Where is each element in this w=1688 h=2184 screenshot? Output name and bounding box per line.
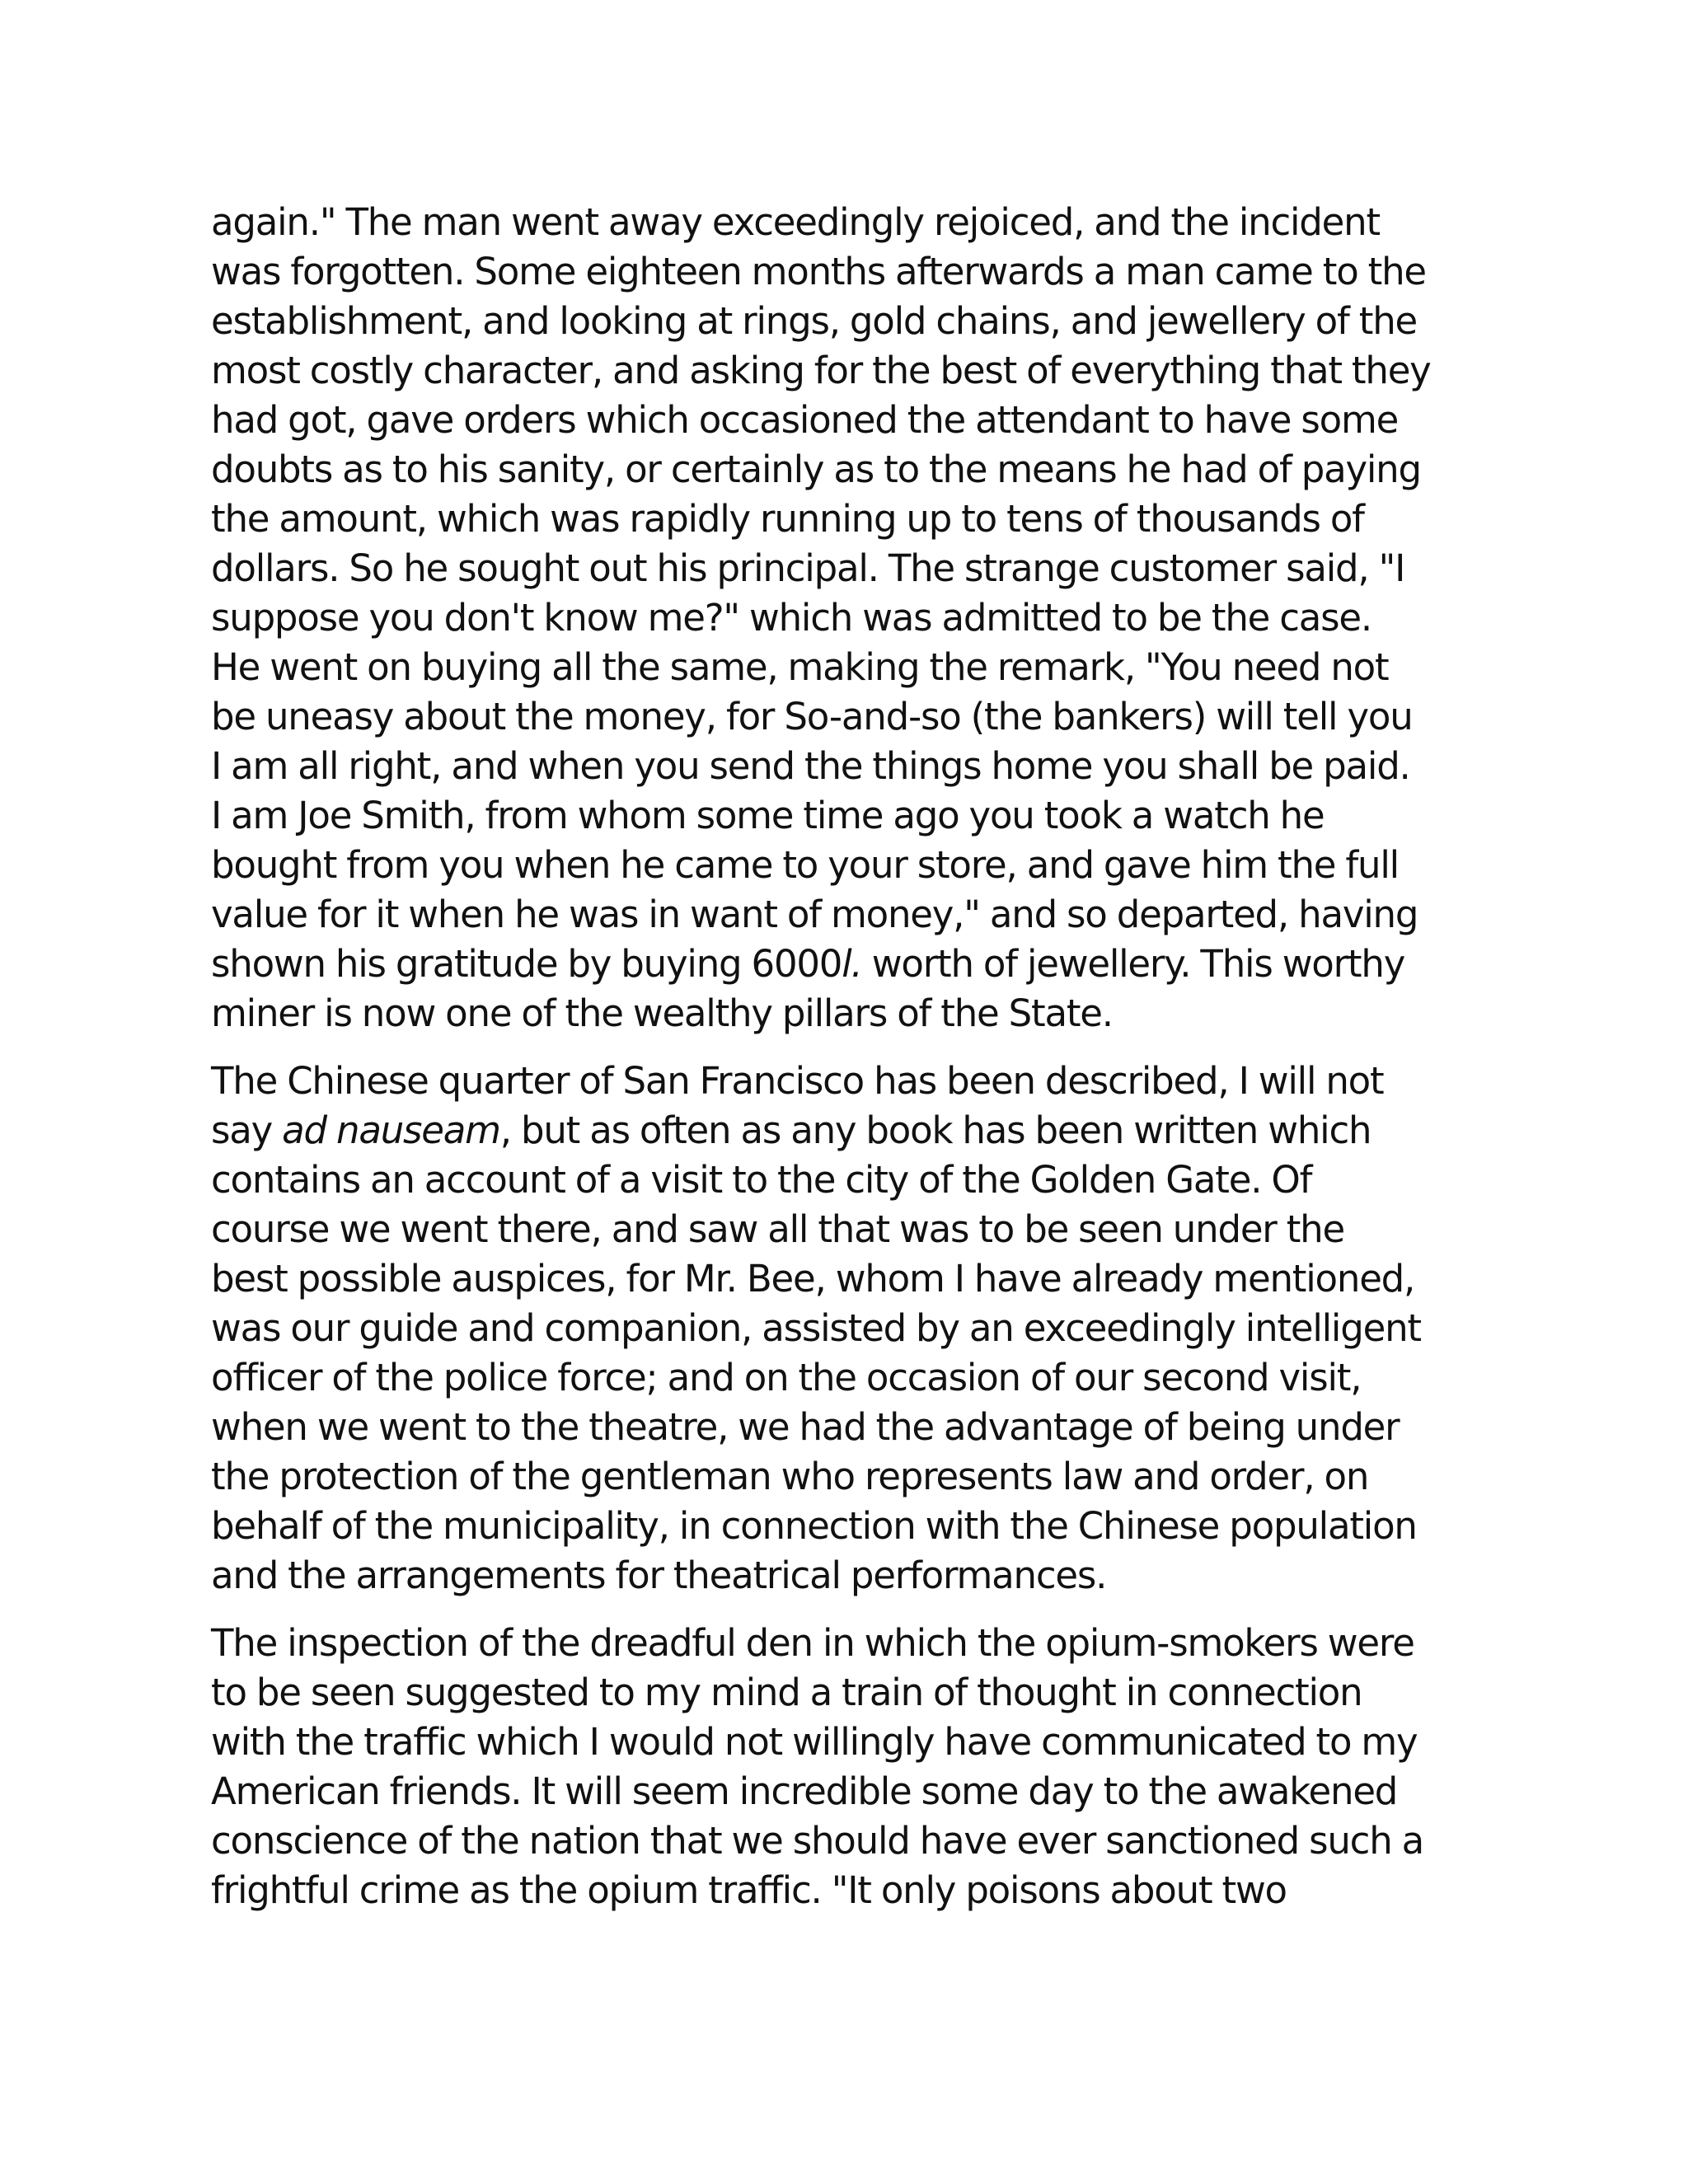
text-run: officer of the police force; and on the occasion of our second visit, [211,1356,1362,1399]
text-line [211,247,1489,297]
text-line [211,742,1489,791]
text-run: American friends. It will seem incredible some day to the awakened [211,1769,1398,1813]
text-line [211,1254,1489,1304]
paragraph [211,198,1489,1038]
text-line [211,494,1489,544]
text-run: behalf of the municipality, in connection with the Chinese population [211,1504,1417,1548]
text-run: establishment, and looking at rings, gold chains, and jewellery of the [211,299,1418,343]
text-line [211,346,1489,396]
text-line [211,1155,1489,1205]
text-line [211,841,1489,890]
text-run: say [211,1108,283,1152]
text-line [211,1619,1489,1668]
text-run: doubts as to his sanity, or certainly as to the means he had of paying [211,448,1421,491]
text-run: the protection of the gentleman who represents law and order, on [211,1455,1369,1498]
text-run: I am all right, and when you send the things home you shall be paid. [211,744,1410,788]
text-line [211,643,1489,692]
text-run: frightful crime as the opium traffic. "It only poisons about two [211,1868,1287,1912]
text-line [211,198,1489,247]
text-line [211,1205,1489,1254]
text-run: had got, gave orders which occasioned the attendant to have some [211,398,1399,442]
text-run: He went on buying all the same, making the remark, "You need not [211,645,1389,689]
text-line [211,1502,1489,1551]
text-run: shown his gratitude by buying 6000 [211,942,842,986]
text-line [211,445,1489,494]
text-run: most costly character, and asking for the best of everything that they [211,349,1431,392]
text-run: again." The man went away exceedingly rejoiced, and the incident [211,200,1380,244]
text-run: with the traffic which I would not willingly have communicated to my [211,1720,1418,1764]
text-line [211,890,1489,940]
text-run: I am Joe Smith, from whom some time ago you took a watch he [211,794,1325,837]
text-line [211,297,1489,346]
text-run: , but as often as any book has been written which [499,1108,1372,1152]
text-line [211,1403,1489,1452]
text-line [211,1668,1489,1718]
text-run: be uneasy about the money, for So-and-so (the bankers) will tell you [211,695,1413,738]
text-line [211,1551,1489,1601]
text-line [211,1304,1489,1353]
body-text [211,198,1489,1933]
text-line [211,1353,1489,1403]
text-run: The Chinese quarter of San Francisco has been described, I will not [211,1059,1384,1103]
text-run: suppose you don't know me?" which was admitted to be the case. [211,596,1372,640]
text-run: was our guide and companion, assisted by an exceedingly intelligent [211,1306,1421,1350]
text-run: miner is now one of the wealthy pillars of the State. [211,991,1113,1035]
text-run: bought from you when he came to your store, and gave him the full [211,843,1399,887]
text-run: contains an account of a visit to the city of the Golden Gate. Of [211,1158,1312,1202]
text-run: to be seen suggested to my mind a train of thought in connection [211,1671,1362,1714]
text-line [211,1057,1489,1106]
text-run: and the arrangements for theatrical performances. [211,1554,1107,1597]
text-line [211,593,1489,643]
text-run: worth of jewellery. This worthy [861,942,1405,986]
paragraph [211,1619,1489,1915]
text-line [211,1718,1489,1767]
text-run: dollars. So he sought out his principal. The strange customer said, "I [211,546,1405,590]
text-line [211,396,1489,445]
text-line [211,1866,1489,1915]
italic-text-run: ad nauseam [282,1108,500,1152]
text-line [211,544,1489,593]
text-line [211,1816,1489,1866]
text-line [211,1106,1489,1155]
text-run: best possible auspices, for Mr. Bee, whom I have already mentioned, [211,1257,1415,1301]
text-run: The inspection of the dreadful den in which the opium-smokers were [211,1621,1414,1665]
text-run: value for it when he was in want of money," and so departed, having [211,893,1418,936]
text-run: course we went there, and saw all that was to be seen under the [211,1207,1344,1251]
text-line [211,1452,1489,1502]
paragraph [211,1057,1489,1601]
text-line [211,1767,1489,1816]
text-run: conscience of the nation that we should have ever sanctioned such a [211,1819,1423,1863]
text-run: was forgotten. Some eighteen months afterwards a man came to the [211,250,1426,293]
italic-text-run: l. [842,942,862,986]
text-line [211,791,1489,841]
text-run: when we went to the theatre, we had the advantage of being under [211,1405,1400,1449]
text-line [211,692,1489,742]
text-line [211,989,1489,1038]
text-run: the amount, which was rapidly running up to tens of thousands of [211,497,1364,541]
text-line [211,940,1489,989]
